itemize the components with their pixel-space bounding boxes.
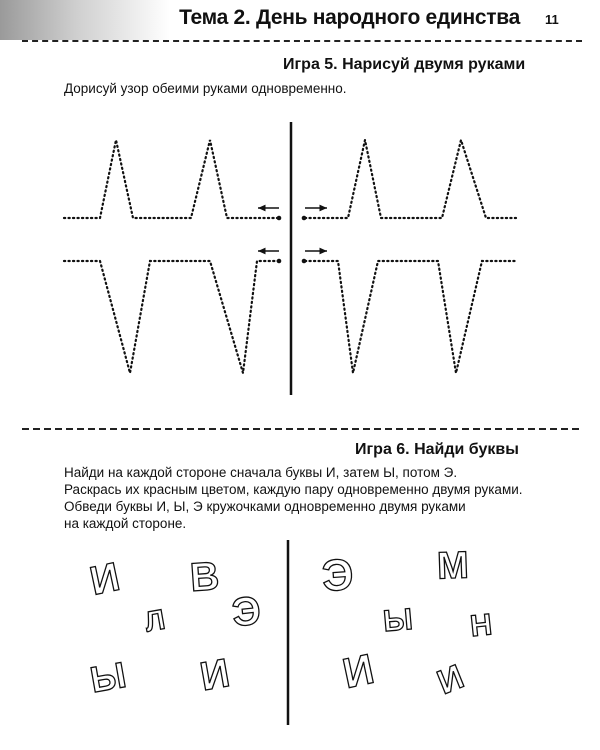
letter: Ы — [87, 653, 129, 701]
left-bottom-zigzag — [64, 261, 278, 373]
letter: Э — [229, 588, 263, 636]
right-letter-panel — [320, 545, 493, 702]
letter: Н — [468, 608, 494, 644]
right-bottom-zigzag — [305, 261, 516, 373]
letter: И — [432, 657, 469, 703]
letter: В — [188, 554, 221, 601]
right-top-zigzag — [305, 140, 516, 218]
letter: Л — [142, 603, 168, 638]
letter: И — [338, 644, 378, 698]
page-number: 11 — [545, 12, 559, 27]
game6-title: Игра 6. Найди буквы — [355, 441, 519, 458]
game6-instructions — [64, 464, 523, 532]
letter: Ы — [381, 602, 414, 639]
letter: М — [436, 544, 470, 588]
game5-title: Игра 5. Нарисуй двумя руками — [283, 56, 526, 73]
left-top-zigzag — [64, 140, 278, 218]
letter: И — [196, 651, 233, 700]
instruction-line: на каждой стороне. — [64, 516, 187, 531]
game5-instruction: Дорисуй узор обеими руками одновременно. — [64, 81, 347, 96]
instruction-line: Обведи буквы И, Ы, Э кружочками одновременно двумя руками — [64, 499, 466, 514]
direction-arrows — [258, 208, 327, 251]
letter: Э — [320, 549, 356, 602]
instruction-line: Найди на каждой стороне сначала буквы И, затем Ы, потом Э. — [64, 465, 458, 480]
left-letter-panel — [86, 554, 263, 700]
page-title: Тема 2. День народного единства — [179, 6, 520, 29]
instruction-line: Раскрась их красным цветом, каждую пару одновременно двумя руками. — [64, 482, 523, 497]
letter: И — [86, 554, 124, 604]
